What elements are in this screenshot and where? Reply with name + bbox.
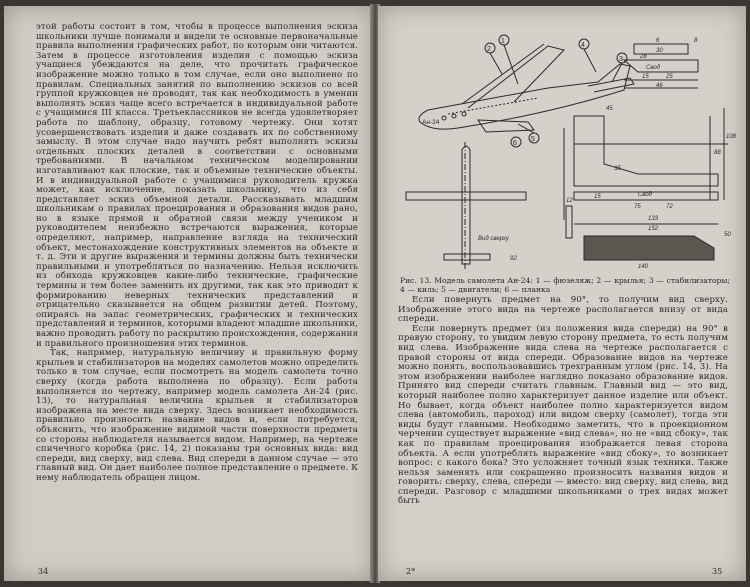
left-paragraph-2: Так, например, натуральную величину и правильную форму крыльев и стабилизаторов на моделях самолетов можно определить только в том случае, если посмотреть на модель самолета точно сверху (когда работа выполнена по образцу). Если работа выполняется по чертежу, например модель самолета Ан-24 (рис. 13), то натуральная величина крыльев и стабилизаторов изображена на месте вида сверху. Здесь возникает необходимость правильно произносить название видов и, если потребуется, объяснить, что изображение видимой части поверхности предмета со стороны наблюдателя называется видом. Например, на чертеже спичечного коробка (рис. 14, 2) показаны три основных вида: вид спереди, вид сверху, вид слева. Вид спереди в данном случае — это главный вид. Он дает наиболее полное представление о предмете. К нему наблюдатель обращен лицом. <box>36 348 358 483</box>
left-page <box>4 6 374 581</box>
dim-label: 30 <box>656 48 663 54</box>
dim-label: 28 <box>640 54 647 60</box>
dim-label: 12 <box>566 198 573 204</box>
dim-label: Свод <box>646 65 660 71</box>
callout-1: 1 <box>501 38 505 45</box>
right-page <box>378 6 746 581</box>
dim-label: Свод <box>638 192 652 198</box>
callout-4: 4 <box>581 42 585 49</box>
left-page-body <box>36 23 358 543</box>
callout-6: 6 <box>513 140 517 147</box>
aircraft-top-view <box>406 142 526 270</box>
right-page-body <box>398 296 728 556</box>
dim-label: 8 <box>694 38 698 44</box>
right-page-number: 35 <box>712 567 723 576</box>
dim-label: 35 <box>614 166 621 172</box>
aircraft-side-view <box>419 44 634 132</box>
callout-3: 3 <box>619 56 623 63</box>
dim-label: 152 <box>648 226 659 232</box>
an24-model-figure <box>398 24 737 276</box>
dim-label: 72 <box>666 204 673 210</box>
dim-label: 75 <box>634 204 641 210</box>
dim-label: 45 <box>606 106 613 112</box>
left-paragraph-1: этой работы состоит в том, чтобы в процессе выполнения эскиза школьники лучше понимали и видели те основные первоначальные правила выполнения графических работ, по которым они читаются. Затем в процессе изготовления изделия с помощью эскиза учащиеся убеждаются на деле, что прочитать графическое изображение можно только в том случае, если оно выполнено по правилам. Специальных занятий по выполнению эскизов со всей группой кружковцев не проводят, так как необходимость в умении выполнять эскиз чаще всего встречается в индивидуальной работе с учащимися III класса. Третьеклассников не всегда удовлетворяет работа по шаблону, образцу, готовому чертежу. Они хотят усовершенствовать изделия и даже создавать их по собственному замыслу. В этом случае надо научить ребят выполнять эскизы отдельных плоских деталей в соответствии с основными требованиями. В начальном техническом моделировании изготавливают как плоские, так и объемные технические объекты. И в индивидуальной работе с учащимися руководитель кружка может, как исключение, показать школьнику, что из себя представляет эскиз объемной детали. Рассказывать младшим школьникам о правилах проецирования и образования видов рано, но в языке прямой и обратной связи между учеником и руководителем неизбежно встречаются выражения, которые определяют, например, направление взгляда на технический объект, местонахождение конструктивных элементов на объекте и т. д. Эти и другие выражения и термины должны быть технически правильными и употребляться по назначению. Нельзя исключить из обихода кружковцев какие-либо технические, графические термины и тем более заменить их другими, так как это приводит к формированию неверных технических представлений и отрицательно сказывается на общем развитии детей. Поэтому, опираясь на запас геометрических, графических и технических представлений и терминов, которыми владеют младшие школьники, важно проводить работу по раскрытию происхождения, содержания и правильного произношения этих терминов. <box>36 22 358 349</box>
dim-label: 88 <box>714 150 721 156</box>
left-page-number: 34 <box>38 567 49 576</box>
dim-label: 15 <box>594 194 601 200</box>
view-label: Вид сверху <box>478 236 509 242</box>
model-label: Ан-24 <box>422 119 440 126</box>
callout-2: 2 <box>487 46 491 53</box>
dimension-labels <box>510 38 737 270</box>
dim-label: 46 <box>656 83 663 89</box>
dim-label: 15 <box>642 74 649 80</box>
callout-5: 5 <box>531 136 535 143</box>
dim-label: 50 <box>724 232 731 238</box>
signature-mark: 2* <box>406 567 416 576</box>
dim-label: 133 <box>648 216 659 222</box>
dim-label: 25 <box>666 74 673 80</box>
right-paragraph-1: Если повернуть предмет на 90°, то получим вид сверху. Изображение этого вида на чертеже располагается внизу от вида спереди. <box>398 295 728 325</box>
right-paragraph-2: Если повернуть предмет (из положения вида спереди) на 90° в правую сторону, то увидим левую сторону предмета, то есть получим вид слева. Изображение вида слева на чертеже располагается с правой стороны от вида спереди. Образование видов на чертеже можно понять, воспользовавшись трехгранным углом (рис. 14, 3). На этом изображении наиболее наглядно показано образование видов. Принято вид спереди считать главным. Главный вид — это вид, который наиболее полно характеризует данное изделие или объект. Но бывает, когда объект наиболее полно характеризуется видом слева (автомобиль, пароход) или видом сверху (самолет), тогда эти виды будут главными. Необходимо заметить, что в проекционном черчении существует выражение «вид слева», но не «вид сбоку», так как по правилам проецирования изображается левая сторона объекта. А если употреблять выражение «вид сбоку», то возникает вопрос: с какого бока? Это усложняет точный язык техники. Также нельзя заменять или сокращенно произносить названия видов и говорить: сверху, слева, спереди — вместо: вид сверху, вид слева, вид спереди. Разговор с младшими школьниками о трех видах может быть <box>398 323 728 507</box>
dim-label: 6 <box>656 38 660 44</box>
part-callouts <box>485 35 627 147</box>
dim-label: 92 <box>510 256 517 262</box>
dim-label: 108 <box>726 134 737 140</box>
dim-label: 140 <box>638 264 649 270</box>
figure-caption: Рис. 13. Модель самолета Ан-24: 1 — фюзеляж; 2 — крылья; 3 — стабилизаторы; 4 — киль; 5 — двигатели; 6 — планка <box>400 276 730 294</box>
